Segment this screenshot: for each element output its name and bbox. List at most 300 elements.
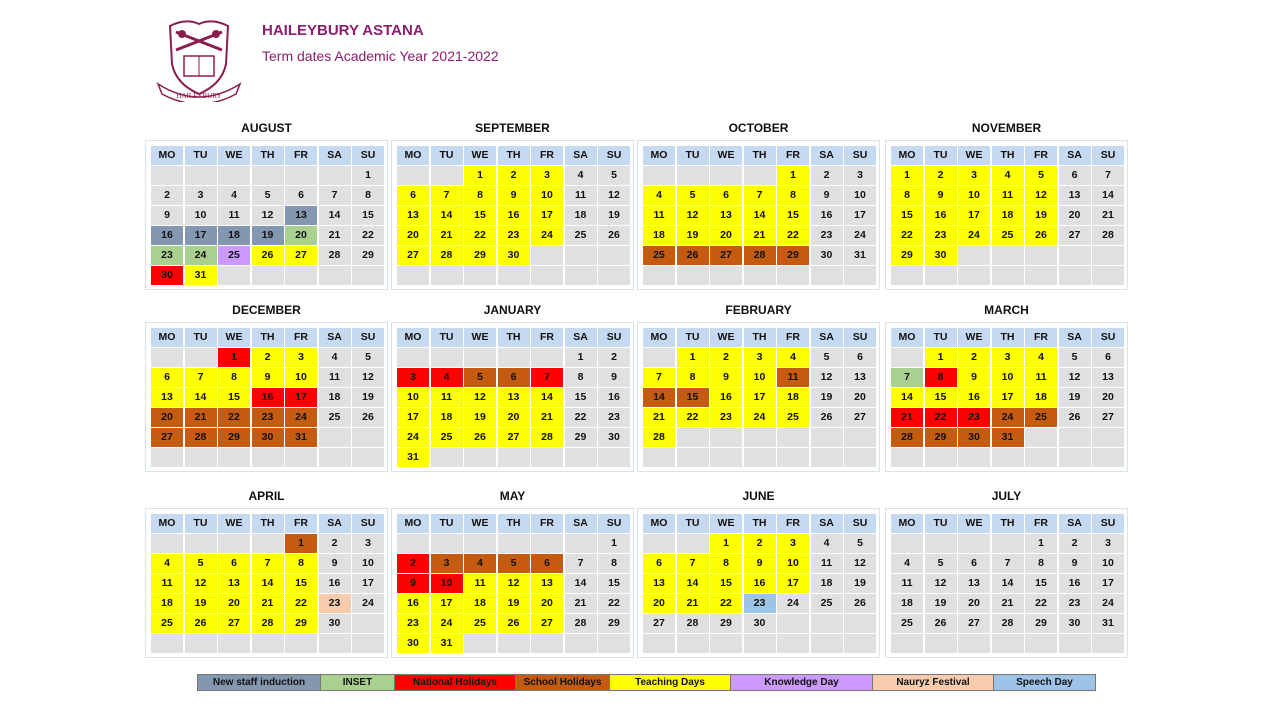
day-cell: 30 xyxy=(925,246,957,265)
day-cell: 21 xyxy=(744,226,776,245)
day-cell: 10 xyxy=(397,388,429,407)
day-cell: 17 xyxy=(352,574,384,593)
weekday-header: TU xyxy=(185,328,217,347)
day-cell: 20 xyxy=(531,594,563,613)
empty-cell xyxy=(285,634,317,653)
empty-cell xyxy=(185,534,217,553)
empty-cell xyxy=(498,634,530,653)
day-cell: 8 xyxy=(352,186,384,205)
day-cell: 1 xyxy=(777,166,809,185)
day-cell: 19 xyxy=(352,388,384,407)
empty-cell xyxy=(598,266,630,285)
empty-cell xyxy=(397,534,429,553)
day-cell: 6 xyxy=(285,186,317,205)
weekday-header: TH xyxy=(252,328,284,347)
day-cell: 14 xyxy=(252,574,284,593)
day-cell: 11 xyxy=(643,206,675,225)
day-cell: 8 xyxy=(891,186,923,205)
day-cell: 10 xyxy=(1092,554,1124,573)
weekday-header: TU xyxy=(185,514,217,533)
day-cell: 2 xyxy=(397,554,429,573)
day-cell: 18 xyxy=(1025,388,1057,407)
crest-banner-text: HAILEYBURY xyxy=(176,92,222,100)
day-cell: 7 xyxy=(185,368,217,387)
weekday-header: WE xyxy=(958,328,990,347)
empty-cell xyxy=(352,634,384,653)
empty-cell xyxy=(844,428,876,447)
day-cell: 20 xyxy=(844,388,876,407)
color-legend xyxy=(197,674,1095,691)
day-cell: 4 xyxy=(992,166,1024,185)
day-cell: 9 xyxy=(1059,554,1091,573)
day-cell: 25 xyxy=(1025,408,1057,427)
day-cell: 7 xyxy=(992,554,1024,573)
empty-cell xyxy=(498,348,530,367)
weekday-header: WE xyxy=(710,514,742,533)
day-cell: 25 xyxy=(565,226,597,245)
empty-cell xyxy=(777,634,809,653)
day-cell: 18 xyxy=(811,574,843,593)
day-cell: 12 xyxy=(925,574,957,593)
weekday-header: FR xyxy=(1025,514,1057,533)
day-cell: 28 xyxy=(1092,226,1124,245)
day-cell: 3 xyxy=(844,166,876,185)
day-cell: 2 xyxy=(252,348,284,367)
weekday-header: SA xyxy=(565,514,597,533)
day-cell: 15 xyxy=(352,206,384,225)
day-cell: 27 xyxy=(958,614,990,633)
day-cell: 28 xyxy=(643,428,675,447)
day-cell: 12 xyxy=(677,206,709,225)
day-cell: 30 xyxy=(498,246,530,265)
weekday-header: SU xyxy=(1092,328,1124,347)
day-cell: 14 xyxy=(992,574,1024,593)
month-june xyxy=(637,488,880,658)
day-cell: 7 xyxy=(643,368,675,387)
weekday-header: MO xyxy=(397,328,429,347)
day-cell: 21 xyxy=(565,594,597,613)
empty-cell xyxy=(891,634,923,653)
day-cell: 10 xyxy=(777,554,809,573)
day-cell: 6 xyxy=(151,368,183,387)
month-august xyxy=(145,120,388,290)
month-name: AUGUST xyxy=(241,121,292,135)
day-cell: 21 xyxy=(992,594,1024,613)
day-cell: 6 xyxy=(844,348,876,367)
weekday-header: TU xyxy=(431,514,463,533)
weekday-header: SA xyxy=(811,328,843,347)
day-cell: 31 xyxy=(285,428,317,447)
empty-cell xyxy=(319,448,351,467)
weekday-header: TH xyxy=(992,146,1024,165)
empty-cell xyxy=(1025,246,1057,265)
day-cell: 22 xyxy=(285,594,317,613)
empty-cell xyxy=(1092,448,1124,467)
month-march xyxy=(885,302,1128,472)
day-cell: 23 xyxy=(744,594,776,613)
day-cell: 8 xyxy=(710,554,742,573)
day-cell: 5 xyxy=(252,186,284,205)
empty-cell xyxy=(185,634,217,653)
day-cell: 1 xyxy=(925,348,957,367)
day-cell: 31 xyxy=(431,634,463,653)
day-cell: 7 xyxy=(891,368,923,387)
legend-item: Nauryz Festival xyxy=(872,674,994,691)
empty-cell xyxy=(1092,634,1124,653)
weekday-header: FR xyxy=(531,328,563,347)
day-cell: 10 xyxy=(992,368,1024,387)
day-cell: 18 xyxy=(891,594,923,613)
empty-cell xyxy=(498,534,530,553)
day-cell: 8 xyxy=(464,186,496,205)
weekday-header: SU xyxy=(598,146,630,165)
day-cell: 27 xyxy=(498,428,530,447)
weekday-header: SA xyxy=(1059,328,1091,347)
weekday-header: SA xyxy=(1059,146,1091,165)
empty-cell xyxy=(925,634,957,653)
day-cell: 22 xyxy=(777,226,809,245)
empty-cell xyxy=(218,266,250,285)
empty-cell xyxy=(811,428,843,447)
day-cell: 19 xyxy=(252,226,284,245)
month-table xyxy=(885,322,1128,472)
day-cell: 5 xyxy=(811,348,843,367)
month-name: SEPTEMBER xyxy=(475,121,550,135)
day-cell: 15 xyxy=(710,574,742,593)
day-cell: 27 xyxy=(643,614,675,633)
weekday-header: MO xyxy=(397,514,429,533)
day-cell: 14 xyxy=(891,388,923,407)
weekday-header: SA xyxy=(319,328,351,347)
day-cell: 8 xyxy=(218,368,250,387)
day-cell: 23 xyxy=(252,408,284,427)
weekday-header: SA xyxy=(319,146,351,165)
empty-cell xyxy=(352,428,384,447)
day-cell: 4 xyxy=(643,186,675,205)
day-cell: 3 xyxy=(777,534,809,553)
empty-cell xyxy=(677,534,709,553)
day-cell: 16 xyxy=(1059,574,1091,593)
day-cell: 7 xyxy=(252,554,284,573)
day-cell: 20 xyxy=(397,226,429,245)
day-cell: 10 xyxy=(958,186,990,205)
day-cell: 11 xyxy=(992,186,1024,205)
empty-cell xyxy=(1025,448,1057,467)
day-cell: 17 xyxy=(1092,574,1124,593)
day-cell: 29 xyxy=(710,614,742,633)
day-cell: 20 xyxy=(151,408,183,427)
empty-cell xyxy=(1059,448,1091,467)
day-cell: 5 xyxy=(598,166,630,185)
month-table xyxy=(391,508,634,658)
day-cell: 20 xyxy=(218,594,250,613)
day-cell: 18 xyxy=(431,408,463,427)
empty-cell xyxy=(319,634,351,653)
empty-cell xyxy=(992,246,1024,265)
weekday-header: WE xyxy=(218,514,250,533)
day-cell: 16 xyxy=(710,388,742,407)
weekday-header: MO xyxy=(891,514,923,533)
weekday-header: MO xyxy=(151,146,183,165)
legend-item: Speech Day xyxy=(993,674,1096,691)
empty-cell xyxy=(218,448,250,467)
empty-cell xyxy=(677,428,709,447)
day-cell: 13 xyxy=(1092,368,1124,387)
empty-cell xyxy=(777,614,809,633)
day-cell: 6 xyxy=(498,368,530,387)
day-cell: 21 xyxy=(1092,206,1124,225)
day-cell: 19 xyxy=(464,408,496,427)
day-cell: 6 xyxy=(958,554,990,573)
day-cell: 12 xyxy=(185,574,217,593)
weekday-header: MO xyxy=(643,514,675,533)
weekday-header: TH xyxy=(992,514,1024,533)
empty-cell xyxy=(844,266,876,285)
day-cell: 9 xyxy=(397,574,429,593)
day-cell: 8 xyxy=(925,368,957,387)
empty-cell xyxy=(710,448,742,467)
day-cell: 25 xyxy=(319,408,351,427)
day-cell: 24 xyxy=(531,226,563,245)
empty-cell xyxy=(218,634,250,653)
empty-cell xyxy=(285,166,317,185)
weekday-header: TH xyxy=(744,146,776,165)
day-cell: 1 xyxy=(218,348,250,367)
weekday-header: TH xyxy=(498,146,530,165)
day-cell: 25 xyxy=(643,246,675,265)
day-cell: 30 xyxy=(397,634,429,653)
day-cell: 2 xyxy=(958,348,990,367)
weekday-header: TU xyxy=(925,146,957,165)
day-cell: 17 xyxy=(992,388,1024,407)
day-cell: 16 xyxy=(319,574,351,593)
day-cell: 8 xyxy=(1025,554,1057,573)
month-name: JANUARY xyxy=(483,303,542,317)
weekday-header: TU xyxy=(677,146,709,165)
day-cell: 11 xyxy=(319,368,351,387)
day-cell: 22 xyxy=(677,408,709,427)
empty-cell xyxy=(677,634,709,653)
weekday-header: TU xyxy=(677,328,709,347)
day-cell: 22 xyxy=(710,594,742,613)
day-cell: 13 xyxy=(958,574,990,593)
day-cell: 3 xyxy=(431,554,463,573)
day-cell: 25 xyxy=(431,428,463,447)
day-cell: 2 xyxy=(598,348,630,367)
empty-cell xyxy=(958,266,990,285)
empty-cell xyxy=(252,266,284,285)
day-cell: 2 xyxy=(811,166,843,185)
empty-cell xyxy=(677,166,709,185)
weekday-header: TU xyxy=(431,146,463,165)
empty-cell xyxy=(677,266,709,285)
day-cell: 17 xyxy=(958,206,990,225)
weekday-header: FR xyxy=(777,146,809,165)
empty-cell xyxy=(565,246,597,265)
weekday-header: SU xyxy=(844,146,876,165)
month-table xyxy=(885,508,1128,658)
day-cell: 21 xyxy=(319,226,351,245)
day-cell: 17 xyxy=(285,388,317,407)
month-name: NOVEMBER xyxy=(971,121,1042,135)
empty-cell xyxy=(319,428,351,447)
month-october xyxy=(637,120,880,290)
empty-cell xyxy=(643,266,675,285)
day-cell: 19 xyxy=(1059,388,1091,407)
empty-cell xyxy=(151,166,183,185)
day-cell: 10 xyxy=(844,186,876,205)
day-cell: 6 xyxy=(1059,166,1091,185)
day-cell: 16 xyxy=(925,206,957,225)
day-cell: 8 xyxy=(777,186,809,205)
day-cell: 24 xyxy=(431,614,463,633)
day-cell: 20 xyxy=(1092,388,1124,407)
month-table xyxy=(391,140,634,290)
day-cell: 29 xyxy=(464,246,496,265)
day-cell: 13 xyxy=(218,574,250,593)
day-cell: 5 xyxy=(498,554,530,573)
day-cell: 23 xyxy=(710,408,742,427)
empty-cell xyxy=(677,448,709,467)
day-cell: 5 xyxy=(1025,166,1057,185)
day-cell: 4 xyxy=(218,186,250,205)
day-cell: 7 xyxy=(319,186,351,205)
day-cell: 26 xyxy=(677,246,709,265)
day-cell: 22 xyxy=(464,226,496,245)
day-cell: 12 xyxy=(811,368,843,387)
day-cell: 17 xyxy=(844,206,876,225)
day-cell: 30 xyxy=(744,614,776,633)
empty-cell xyxy=(431,534,463,553)
weekday-header: WE xyxy=(218,146,250,165)
day-cell: 20 xyxy=(285,226,317,245)
empty-cell xyxy=(1059,246,1091,265)
day-cell: 14 xyxy=(1092,186,1124,205)
day-cell: 1 xyxy=(598,534,630,553)
weekday-header: WE xyxy=(464,328,496,347)
day-cell: 21 xyxy=(891,408,923,427)
empty-cell xyxy=(252,448,284,467)
day-cell: 24 xyxy=(352,594,384,613)
day-cell: 3 xyxy=(185,186,217,205)
day-cell: 2 xyxy=(1059,534,1091,553)
day-cell: 10 xyxy=(531,186,563,205)
empty-cell xyxy=(531,246,563,265)
day-cell: 15 xyxy=(891,206,923,225)
day-cell: 7 xyxy=(431,186,463,205)
day-cell: 29 xyxy=(891,246,923,265)
day-cell: 9 xyxy=(252,368,284,387)
day-cell: 31 xyxy=(397,448,429,467)
empty-cell xyxy=(643,534,675,553)
day-cell: 23 xyxy=(958,408,990,427)
day-cell: 3 xyxy=(352,534,384,553)
month-name: JUNE xyxy=(742,489,775,503)
empty-cell xyxy=(218,166,250,185)
day-cell: 1 xyxy=(285,534,317,553)
month-name: FEBRUARY xyxy=(725,303,792,317)
day-cell: 10 xyxy=(431,574,463,593)
weekday-header: FR xyxy=(777,514,809,533)
day-cell: 16 xyxy=(498,206,530,225)
day-cell: 1 xyxy=(1025,534,1057,553)
empty-cell xyxy=(464,448,496,467)
empty-cell xyxy=(958,634,990,653)
day-cell: 1 xyxy=(352,166,384,185)
day-cell: 15 xyxy=(777,206,809,225)
month-table xyxy=(885,140,1128,290)
day-cell: 19 xyxy=(844,574,876,593)
day-cell: 8 xyxy=(565,368,597,387)
day-cell: 18 xyxy=(565,206,597,225)
weekday-header: TH xyxy=(992,328,1024,347)
day-cell: 23 xyxy=(1059,594,1091,613)
day-cell: 21 xyxy=(643,408,675,427)
day-cell: 20 xyxy=(710,226,742,245)
empty-cell xyxy=(811,614,843,633)
empty-cell xyxy=(285,448,317,467)
weekday-header: SU xyxy=(352,514,384,533)
day-cell: 15 xyxy=(925,388,957,407)
day-cell: 10 xyxy=(744,368,776,387)
day-cell: 28 xyxy=(744,246,776,265)
day-cell: 30 xyxy=(811,246,843,265)
day-cell: 23 xyxy=(925,226,957,245)
day-cell: 24 xyxy=(844,226,876,245)
empty-cell xyxy=(185,348,217,367)
day-cell: 1 xyxy=(710,534,742,553)
empty-cell xyxy=(464,266,496,285)
day-cell: 16 xyxy=(598,388,630,407)
day-cell: 6 xyxy=(218,554,250,573)
day-cell: 10 xyxy=(352,554,384,573)
day-cell: 21 xyxy=(252,594,284,613)
day-cell: 22 xyxy=(352,226,384,245)
day-cell: 28 xyxy=(252,614,284,633)
day-cell: 9 xyxy=(151,206,183,225)
empty-cell xyxy=(891,448,923,467)
day-cell: 5 xyxy=(464,368,496,387)
empty-cell xyxy=(431,348,463,367)
day-cell: 4 xyxy=(151,554,183,573)
day-cell: 21 xyxy=(431,226,463,245)
day-cell: 16 xyxy=(744,574,776,593)
day-cell: 3 xyxy=(958,166,990,185)
weekday-header: SA xyxy=(319,514,351,533)
day-cell: 9 xyxy=(744,554,776,573)
day-cell: 5 xyxy=(185,554,217,573)
month-july xyxy=(885,488,1128,658)
day-cell: 24 xyxy=(992,408,1024,427)
day-cell: 28 xyxy=(185,428,217,447)
day-cell: 9 xyxy=(811,186,843,205)
empty-cell xyxy=(598,246,630,265)
day-cell: 28 xyxy=(992,614,1024,633)
empty-cell xyxy=(285,266,317,285)
weekday-header: SA xyxy=(565,328,597,347)
day-cell: 11 xyxy=(565,186,597,205)
empty-cell xyxy=(958,246,990,265)
empty-cell xyxy=(352,266,384,285)
empty-cell xyxy=(777,428,809,447)
weekday-header: TH xyxy=(252,514,284,533)
day-cell: 4 xyxy=(464,554,496,573)
day-cell: 29 xyxy=(565,428,597,447)
day-cell: 3 xyxy=(397,368,429,387)
day-cell: 31 xyxy=(185,266,217,285)
empty-cell xyxy=(1092,246,1124,265)
day-cell: 10 xyxy=(285,368,317,387)
